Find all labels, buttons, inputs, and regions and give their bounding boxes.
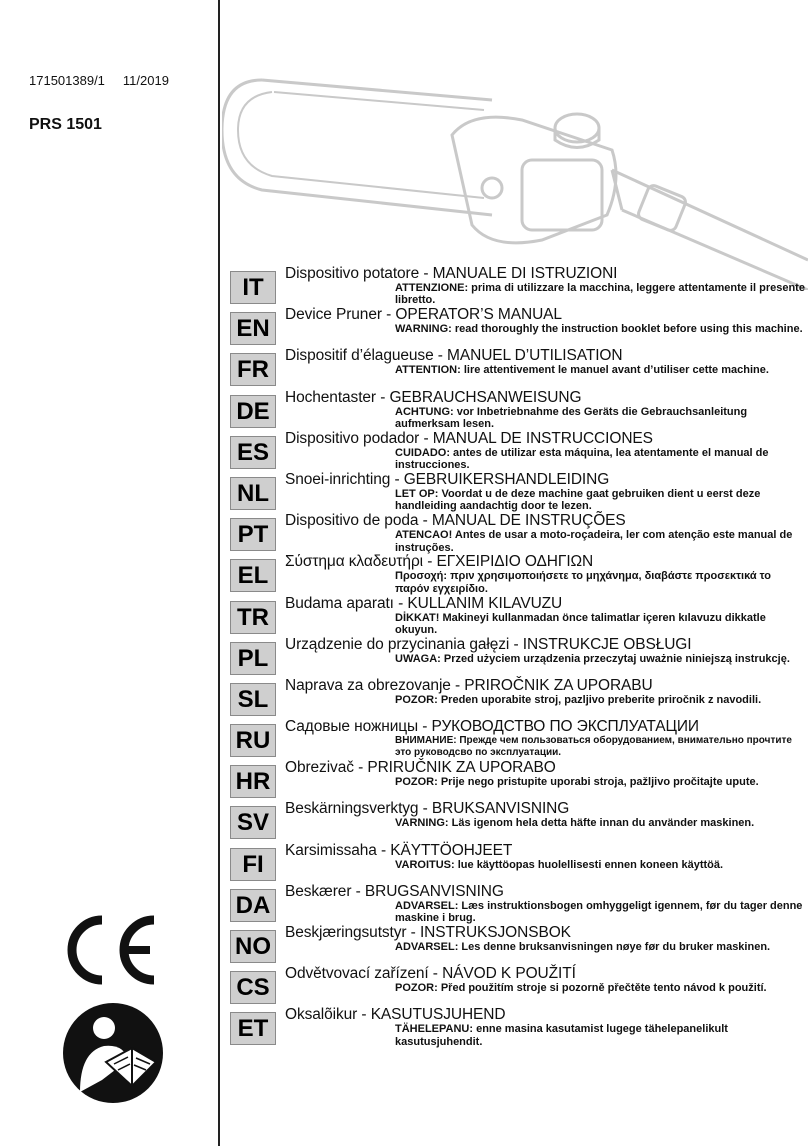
manual-title: Karsimissaha - KÄYTTÖOHJEET (285, 841, 513, 859)
language-code-badge: DE (230, 395, 276, 428)
language-code-badge: SV (230, 806, 276, 839)
document-number: 171501389/1 (29, 73, 105, 88)
warning-text: ATTENTION: lire attentivement le manuel avant d’utiliser cette machine. (395, 364, 769, 377)
warning-text: ACHTUNG: vor Inbetriebnahme des Geräts die Gebrauchsanleitung aufmerksam lesen. (395, 405, 748, 430)
read-manual-icon (62, 1002, 164, 1104)
language-row-ru (230, 720, 805, 761)
warning-text: DİKKAT! Makineyi kullanmadan önce talimatlar içeren kılavuzu dikkatle okuyun. (395, 611, 766, 636)
language-row-sv (230, 802, 805, 843)
warning-text: UWAGA: Przed użyciem urządzenia przeczytaj uważnie niniejszą instrukcję. (395, 652, 790, 665)
manual-title: Dispositivo de poda - MANUAL DE INSTRUÇÕES (285, 512, 626, 530)
manual-title: Σύστημα κλαδευτήρι - ΕΓΧΕΙΡΙΔΙΟ ΟΔΗΓΙΩΝ (285, 553, 594, 571)
manual-title: Budama aparatı - KULLANIM KILAVUZU (285, 594, 563, 612)
language-row-el (230, 555, 805, 596)
warning-text: ATTENZIONE: prima di utilizzare la macchina, leggere attentamente il presente libretto. (395, 282, 805, 307)
language-code-badge: PT (230, 518, 276, 551)
language-row-tr (230, 594, 805, 638)
language-row-hr (230, 761, 805, 802)
language-row-sl (230, 676, 805, 720)
pole-pruner-illustration (222, 40, 808, 290)
language-row-cs (230, 967, 805, 1008)
manual-title: Beskærer - BRUGSANVISNING (285, 882, 504, 900)
warning-text: VARNING: Läs igenom hela detta häfte innan du använder maskinen. (395, 817, 755, 830)
language-code-badge: ET (230, 1012, 276, 1045)
language-row-fr (230, 349, 805, 390)
manual-title: Садовые ножницы - РУКОВОДСТВО ПО ЭКСПЛУАТАЦИИ (285, 718, 699, 736)
manual-title: Hochentaster - GEBRAUCHSANWEISUNG (285, 388, 582, 406)
language-code-badge: RU (230, 724, 276, 757)
warning-text: POZOR: Prije nego pristupite uporabi stroja, pažljivo pročitajte upute. (395, 776, 759, 789)
language-row-et (230, 1008, 805, 1049)
language-code-badge: EN (230, 312, 276, 345)
language-code-badge: ES (230, 436, 276, 469)
manual-title: Odvětvovací zařízení - NÁVOD K POUŽITÍ (285, 965, 576, 983)
language-row-es (230, 429, 805, 473)
language-row-en (230, 308, 805, 349)
vertical-divider (218, 0, 220, 1146)
language-code-badge: FI (230, 848, 276, 881)
language-code-badge: NL (230, 477, 276, 510)
warning-text: ВНИМАНИЕ: Прежде чем пользоваться оборудованием, внимательно прочтите это руководсво по эксплуатации. (395, 735, 792, 759)
language-code-badge: DA (230, 889, 276, 922)
warning-text: VAROITUS: lue käyttöopas huolellisesti ennen koneen käyttöä. (395, 858, 724, 871)
language-row-da (230, 882, 805, 926)
language-code-badge: TR (230, 601, 276, 634)
manual-title: Snoei-inrichting - GEBRUIKERSHANDLEIDING (285, 470, 610, 488)
language-row-pl (230, 635, 805, 679)
language-row-no (230, 926, 805, 967)
ce-mark-icon (64, 914, 159, 986)
manual-title: Dispositivo podador - MANUAL DE INSTRUCCIONES (285, 429, 653, 447)
language-row-it (230, 267, 805, 308)
warning-text: Προσοχή: πριν χρησιμοποιήσετε το μηχάνημα, διαβάστε προσεκτικά το παρόν εγχειρίδιο. (395, 570, 772, 595)
manual-title: Dispositivo potatore - MANUALE DI ISTRUZIONI (285, 265, 618, 282)
warning-text: ATENCAO! Antes de usar a moto-roçadeira, ler com atenção este manual de instruções. (395, 529, 793, 554)
manual-title: Dispositif d’élagueuse - MANUEL D’UTILISATION (285, 347, 623, 365)
language-code-badge: HR (230, 765, 276, 798)
warning-text: POZOR: Preden uporabite stroj, pazljivo preberite priročnik z navodili. (395, 693, 762, 706)
model-name: PRS 1501 (29, 116, 102, 133)
language-row-fi (230, 841, 805, 885)
language-code-badge: PL (230, 642, 276, 675)
language-code-badge: IT (230, 271, 276, 304)
manual-title: Obrezivač - PRIRUČNIK ZA UPORABO (285, 759, 556, 777)
language-list (230, 267, 805, 1050)
warning-text: TÄHELEPANU: enne masina kasutamist lugege tähelepanelikult kasutusjuhendit. (395, 1023, 728, 1048)
language-code-badge: NO (230, 930, 276, 963)
language-code-badge: FR (230, 353, 276, 386)
language-row-pt (230, 514, 805, 555)
manual-title: Beskärningsverktyg - BRUKSANVISNING (285, 800, 570, 818)
language-row-de (230, 388, 805, 432)
warning-text: LET OP: Voordat u de deze machine gaat gebruiken dient u eerst deze handleiding aandachtig door te lezen. (395, 487, 761, 513)
warning-text: CUIDADO: antes de utilizar esta máquina, lea atentamente el manual de instrucciones. (395, 446, 769, 472)
warning-text: ADVARSEL: Les denne bruksanvisningen nøye før du bruker maskinen. (395, 941, 771, 953)
manual-title: Naprava za obrezovanje - PRIROČNIK ZA UPORABU (285, 676, 653, 694)
language-code-badge: SL (230, 683, 276, 716)
manual-title: Device Pruner - OPERATOR’S MANUAL (285, 306, 562, 324)
document-number-line (29, 73, 169, 88)
warning-text: POZOR: Před použitím stroje si pozorně přečtěte tento návod k použití. (395, 982, 767, 995)
warning-text: WARNING: read thoroughly the instruction booklet before using this machine. (395, 323, 803, 336)
manual-title: Oksalõikur - KASUTUSJUHEND (285, 1006, 506, 1024)
manual-title: Beskjæringsutstyr - INSTRUKSJONSBOK (285, 924, 571, 941)
language-code-badge: EL (230, 559, 276, 592)
language-code-badge: CS (230, 971, 276, 1004)
manual-title: Urządzenie do przycinania gałęzi - INSTRUKCJE OBSŁUGI (285, 635, 692, 653)
warning-text: ADVARSEL: Læs instruktionsbogen omhyggeligt igennem, før du tager denne maskine i brug. (395, 899, 803, 925)
language-row-nl (230, 470, 805, 514)
document-date: 11/2019 (122, 73, 169, 88)
